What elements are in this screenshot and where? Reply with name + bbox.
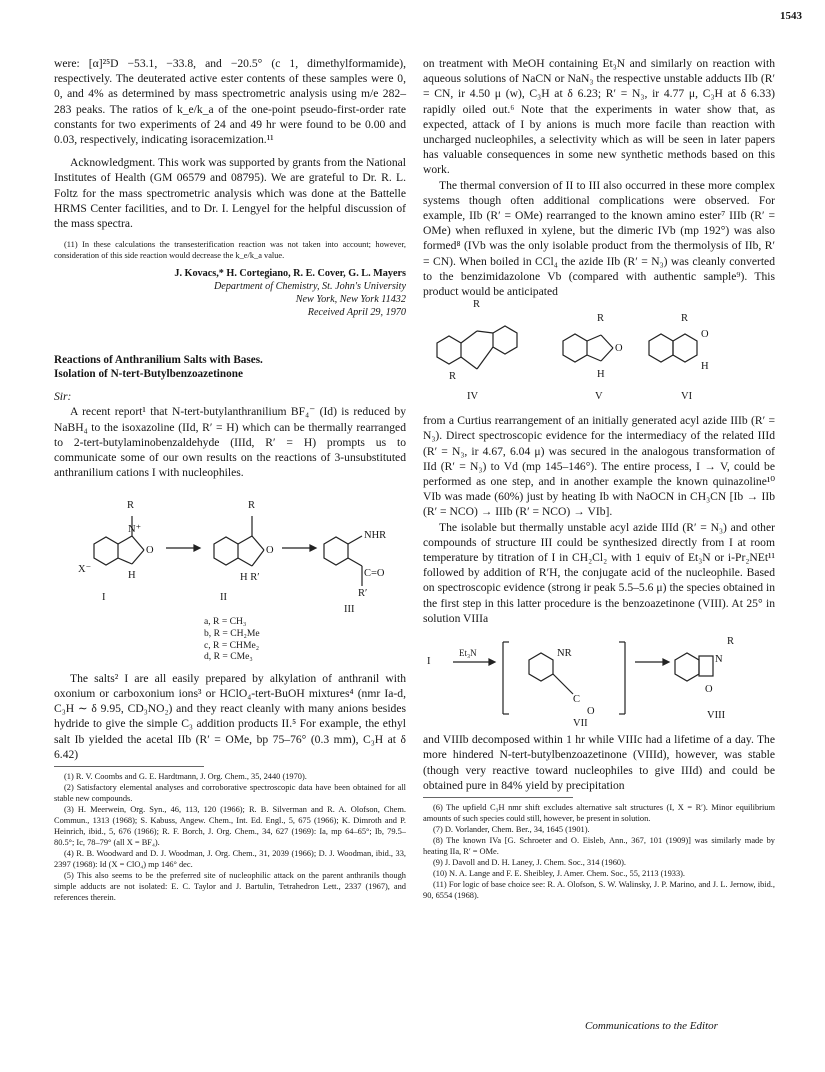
right-paragraph-2: The thermal conversion of II to III also occurred in these more complex systems though often additional complications were observed. For example, IIb (R′ = OMe) rearranged to the known amino ester⁷ IIIb (R′ = OMe) when refluxed in xylene, but the dimeric IVb (mp 192°) was also formed⁸ (IVb was the only isolable product from the thermolysis of IIb, R′ = CN). When boiled in CCl₄ the azide IIb (R′ = N₃) was cleanly converted to the benzimidazolone Vb (compared with authentic sample⁹). This product would be anticipated	[423, 178, 775, 299]
label-compound-II: II	[220, 592, 227, 604]
label-compound-III: III	[344, 604, 355, 616]
reaction-scheme-1	[54, 486, 406, 622]
series-a: a, R = CH₃	[204, 616, 247, 628]
article-title-line-1: Reactions of Anthranilium Salts with Bases.	[54, 354, 263, 367]
label-H-VI: H	[701, 361, 709, 373]
right-paragraph-1: on treatment with MeOH containing Et₃N and similarly on reaction with aqueous solutions of NaCN or NaN₃ the respective unstable adducts IIb (R′ = CN, ir 4.50 μ (w), C₃H at δ 6.23; R′ = N₃, ir 4.77 μ, C₃H at δ 6.33) rapidly oiled out.⁶ Note that the experiments in water show that, as expected, attack of I by anions is much more facile than reaction with uncharged nucleophiles, a selectivity which as will be seen in later papers has valuable consequences in some new synthetic methods based on this work.	[423, 57, 775, 177]
label-O-I: O	[146, 545, 154, 557]
label-H-I: H	[128, 570, 136, 582]
footnote-5: (5) This also seems to be the preferred site of nucleophilic attack on the parent anthranils though simple adducts are not isolated: E. C. Taylor and J. Bartulin, Tetrahedron Lett., 2337 (1967), and references therein.	[54, 871, 406, 903]
label-O-VIII: O	[705, 684, 713, 696]
received-date: Received April 29, 1970	[307, 307, 406, 319]
series-b: b, R = CH₂Me	[204, 628, 260, 640]
label-I-scheme2: I	[427, 656, 431, 668]
label-O-VI: O	[701, 329, 709, 341]
footnote-8: (8) The known IVa [G. Schroeter and O. Eisleb, Ann., 367, 101 (1909)] was similarly made by heating IIa, R′ = OMe.	[423, 835, 775, 856]
label-IV: IV	[467, 391, 479, 403]
authors: J. Kovacs,* H. Cortegiano, R. E. Cover, G. L. Mayers	[174, 268, 406, 280]
label-H-V: H	[597, 369, 605, 381]
footnote-10: (10) N. A. Lange and F. E. Sheibley, J. Amer. Chem. Soc., 55, 2113 (1933).	[433, 868, 686, 878]
label-R-IV: R	[473, 299, 481, 311]
right-paragraph-5: and VIIIb decomposed within 1 hr while VIIIc had a lifetime of a day. The more hindered N-tert-butylbenzoazetinone (VIIId), however, was stable (though very reactive toward nucleophiles to give IIId) and could be obtained pure in 84% yield by precipitation	[423, 733, 775, 792]
footnote-9: (9) J. Davoll and D. H. Laney, J. Chem. Soc., 314 (1960).	[433, 857, 626, 867]
article-title-line-2: Isolation of N-tert-Butylbenzoazetinone	[54, 368, 243, 381]
right-column	[423, 56, 775, 901]
left-column	[54, 56, 406, 903]
reaction-scheme-2	[423, 632, 775, 728]
footnote-4: (4) R. B. Woodward and D. J. Woodman, J. Org. Chem., 31, 2039 (1966); D. J. Woodman, ibid., 33, 2397 (1968): Id (X = ClO₄) mp 146° dec.	[54, 849, 406, 870]
intro-paragraph: A recent report¹ that N-tert-butylanthranilium BF₄⁻ (Id) is reduced by NaBH₄ to the isoxazoline (IId, R′ = H) which can be thermally rearranged to 2-tert-butylaminobenzaldehyde (IIId, R′ = H) prompts us to communicate some of our own results on the reactions of 3-unsubstituted anthranilium cations I with nucleophiles.	[54, 405, 406, 480]
label-O-V: O	[615, 343, 623, 355]
footnote-11-right: (11) For logic of base choice see: R. A. Olofson, S. W. Walinsky, J. P. Marino, and J. L. Jernow, ibid., 90, 6554 (1968).	[423, 879, 775, 900]
label-compound-I: I	[102, 592, 106, 604]
substituent-series	[204, 616, 406, 662]
label-O-VII: O	[587, 706, 595, 718]
affiliation-line-2: New York, New York 11432	[295, 294, 406, 306]
label-R-VI: R	[681, 313, 689, 325]
label-R-II: R	[248, 500, 256, 512]
footnote-rule-left	[54, 766, 204, 767]
footnote-6: (6) The upfield C₃H nmr shift excludes alternative salt structures (I, X = R′). Minor equilibrium amounts of such species could still, however, be present in solution.	[423, 802, 775, 823]
page-number: 1543	[780, 10, 802, 22]
label-V: V	[595, 391, 603, 403]
acknowledgment-paragraph: Acknowledgment. This work was supported by grants from the National Institutes of Health (GM 06579 and 08795). We are grateful to Dr. R. L. Foltz for the mass spectrometric analysis which was done at the Battelle HRMS Center facilities, and to Dr. I. Lengyel for the helpful discussion of the mass spectra.	[54, 156, 406, 231]
label-NHR: NHR	[364, 530, 387, 542]
label-R-VIII: R	[727, 636, 735, 648]
label-R-IV-2: R	[449, 371, 457, 383]
label-VII: VII	[573, 718, 588, 730]
salts-paragraph: The salts² I are all easily prepared by alkylation of anthranil with oxonium or carboxonium ions³ or HClO₄-tert-BuOH mixtures⁴ (nmr Ia-d, C₃H ∼ δ 9.95, CD₃NO₂) and they react cleanly with many anions besides hydride to give the simple C₃ addition products II.⁵ For example, the ethyl salt Ib yielded the acetal IIb (R′ = OMe, bp 75–76° (0.3 mm), C₃H at δ 6.42)	[54, 671, 406, 761]
label-H-Rprime: H R′	[240, 572, 260, 584]
affiliation-line-1: Department of Chemistry, St. John's University	[213, 281, 406, 293]
label-R-V: R	[597, 313, 605, 325]
label-Et3N: Et₃N	[459, 648, 477, 659]
running-footer: Communications to the Editor	[585, 1020, 718, 1032]
label-O-II: O	[266, 545, 274, 557]
label-R-I: R	[127, 500, 135, 512]
label-X-minus: X⁻	[78, 564, 92, 576]
left-paragraph-1: were: [α]²⁵D −53.1, −33.8, and −20.5° (c 1, dimethylformamide), respectively. The deuterated active ester contents of these samples were 0, 0, and 4% as determined by mass spectrometric analysis using m/e 282–283 peaks. The ratios of k_e/k_a of the one-point pseudo-first-order rate constants for two experiments of 24 and 49 hr were found to be 0.00 and 0.03, respectively, indicating isoracemization.¹¹	[54, 57, 406, 147]
label-C-O: C=O	[364, 568, 385, 580]
structures-IV-V-VI	[423, 299, 775, 411]
right-paragraph-3: from a Curtius rearrangement of an initially generated acyl azide IIIb (R′ = N₃). Direct spectroscopic evidence for the intermediacy of the related IIId (R′ = N₃, ir 4.67, 6.04 μ) was secured in the analogous transformation of IId (R′ = N₃) to Vd (mp 145–146°). The entire process, I → V, could be performed as one step, and in another example the known quinazoline¹⁰ VIb was made (60%) just by heating Ib with NaOCN in CH₃CN [Ib → IIb (R′ = NCO) → IIIb (R′ = NCO) → VIb].	[423, 414, 775, 519]
label-VI: VI	[681, 391, 693, 403]
footnote-3: (3) H. Meerwein, Org. Syn., 46, 113, 120 (1966); R. B. Silverman and R. A. Olofson, Chem. Commun., 1313 (1968); S. Kabuss, Angew. Chem., Int. Ed. Engl., 5, 675 (1966); K. Dimroth and P. Heinrich, ibid., 5, 676 (1966); R. F. Borch, J. Org. Chem., 34, 627 (1969): Ia, mp 64–65°; Ib, 79.5–80.5°; Ic, 78–79° (all X = BF₄).	[54, 805, 406, 848]
right-paragraph-4: The isolable but thermally unstable acyl azide IIId (R′ = N₃) and other compounds of structure III could be synthesized directly from I at room temperature by titration of I in CH₂Cl₂ with 1 equiv of Et₃N or i-Pr₂NEt¹¹ followed by addition of R′H, the conjugate acid of the nucleophile. Based on spectroscopic evidence (strong ir peak 5.5–5.6 μ) the species obtained in the first step in this latter procedure is the benzoazetinone (VIII). At 25° in solution VIIIa	[423, 520, 775, 625]
label-C-VII: C	[573, 694, 581, 706]
footnote-7: (7) D. Vorlander, Chem. Ber., 34, 1645 (1901).	[433, 824, 590, 834]
label-N-VIII: N	[715, 654, 723, 666]
series-c: c, R = CHMe₂	[204, 639, 260, 651]
footnote-2: (2) Satisfactory elemental analyses and corroborative spectroscopic data have been obtained for all stable new compounds.	[54, 783, 406, 804]
label-NR: NR	[557, 648, 572, 660]
footnote-rule-right	[423, 797, 573, 798]
label-VIII: VIII	[707, 710, 726, 722]
label-N-plus: N⁺	[128, 524, 142, 536]
footnote-1: (1) R. V. Coombs and G. E. Hardtmann, J. Org. Chem., 35, 2440 (1970).	[64, 772, 307, 782]
salutation: Sir:	[54, 390, 72, 404]
footnote-11: (11) In these calculations the transesterification reaction was not taken into account; however, consideration of this side reaction would decrease the k_e/k_a value.	[54, 240, 406, 261]
label-Rprime-III: R′	[358, 588, 368, 600]
series-d: d, R = CMe₃	[204, 651, 253, 663]
